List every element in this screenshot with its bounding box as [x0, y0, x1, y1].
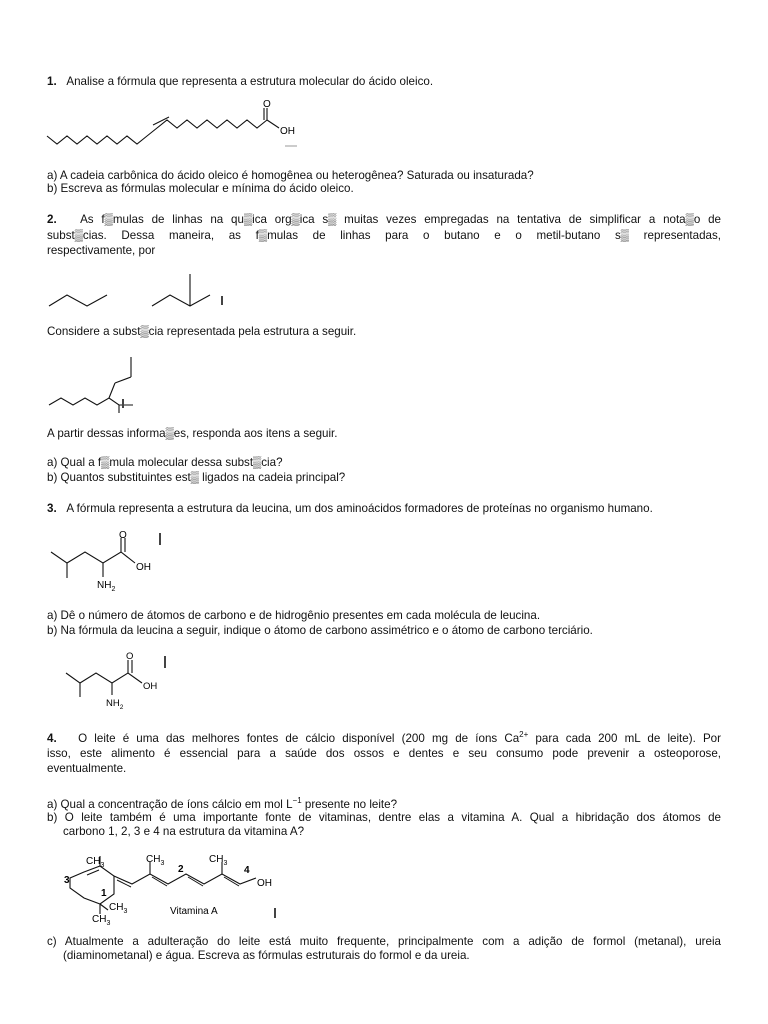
- vit-oh: OH: [257, 878, 272, 889]
- q2-consider: Considere a subst▒cia representada pela estrutura a seguir.: [47, 325, 357, 338]
- q1-text: Analise a fórmula que representa a estrutura molecular do ácido oleico.: [66, 75, 434, 88]
- vit-ch3-chain-1: $CH_3$: [146, 854, 165, 867]
- scan-mark: [164, 656, 166, 668]
- butane-structure: [47, 288, 117, 310]
- vit-ch3-ring-bottom: $CH_3$: [92, 914, 111, 927]
- leucine-structure-1: [47, 530, 167, 600]
- vit-carbon-3: 3: [64, 875, 70, 886]
- vit-carbon-1: 1: [101, 888, 107, 899]
- leucine1-oh: OH: [136, 562, 151, 573]
- q3-text: A fórmula representa a estrutura da leucina, um dos aminoácidos formadores de proteínas no organismo humano.: [66, 502, 653, 515]
- oleic-oxygen-label: O: [263, 99, 271, 110]
- q2-line-2: subst▒cias. Dessa maneira, as f▒mulas de linhas para o butano e o metil-butano s▒ representadas,: [47, 229, 721, 242]
- q2-item-a: a) Qual a f▒mula molecular dessa subst▒cia?: [47, 456, 283, 469]
- q4-item-c-line-2: (diaminometanal) e água. Escreva as fórmulas estruturais do formol e da ureia.: [63, 949, 470, 962]
- leucine1-nh2: $NH_2$: [97, 580, 116, 593]
- vit-ch3-ring-top: $CH_3$: [86, 856, 105, 869]
- q4-number: 4.: [47, 731, 57, 745]
- q4-text-1b: para cada 200 mL de leite). Por: [528, 731, 721, 745]
- leucine2-nh2: $NH_2$: [106, 698, 124, 711]
- vit-carbon-2: 2: [178, 864, 184, 875]
- leucine2-oh: OH: [143, 681, 158, 692]
- scan-mark: [221, 296, 223, 305]
- vit-name-label: Vitamina A: [170, 906, 218, 917]
- vit-ch3-ring-right: $CH_3$: [109, 902, 128, 915]
- scan-mark: [274, 908, 276, 918]
- q3-number: 3.: [47, 502, 57, 515]
- q1-item-b: b) Escreva as fórmulas molecular e mínima do ácido oleico.: [47, 182, 354, 195]
- q3-item-b: b) Na fórmula da leucina a seguir, indique o átomo de carbono assimétrico e o átomo de carbono terciário.: [47, 624, 593, 637]
- leucine2-oxygen: O: [126, 651, 134, 662]
- q4-a-tail: presente no leite?: [301, 797, 398, 811]
- vitamin-a-structure: [64, 850, 284, 925]
- q3-item-a: a) Dê o número de átomos de carbono e de hidrogênio presentes em cada molécula de leucina.: [47, 609, 541, 622]
- leucine-structure-2: [64, 653, 174, 713]
- q1-item-a: a) A cadeia carbônica do ácido oleico é homogênea ou heterogênea? Saturada ou insaturada?: [47, 169, 534, 182]
- q1-number: 1.: [47, 75, 57, 88]
- q2-number: 2.: [47, 213, 57, 226]
- methylbutane-structure: [150, 272, 240, 312]
- vit-ch3-chain-2: $CH_3$: [209, 854, 228, 867]
- q2-line-1: [47, 213, 721, 227]
- q2-from: A partir dessas informa▒es, responda aos itens a seguir.: [47, 427, 338, 440]
- oleic-acid-structure: [45, 98, 315, 158]
- q2-item-b: b) Quantos substituintes est▒ ligados na cadeia principal?: [47, 471, 346, 484]
- oleic-oh-label: OH: [280, 126, 295, 137]
- leucine1-oxygen: O: [119, 530, 127, 541]
- scan-mark: [122, 399, 124, 408]
- branched-alkane-structure: [47, 355, 147, 415]
- q2-text-1: As f▒mulas de linhas na qu▒ica org▒ica s▒ muitas vezes empregadas na tentativa de simplificar a nota▒o de: [80, 213, 721, 226]
- q4-line-3: eventualmente.: [47, 762, 127, 775]
- q3-statement: [47, 502, 653, 516]
- q4-item-c-line-1: c) Atualmente a adulteração do leite está muito frequente, principalmente com a adição de formol (metanal), ureia: [47, 935, 721, 948]
- scan-mark: [159, 533, 161, 545]
- q4-text-1a: O leite é uma das melhores fontes de cálcio disponível (200 mg de íons Ca: [78, 731, 520, 745]
- q4-ca-charge: 2+: [519, 730, 529, 739]
- q2-line-3: respectivamente, por: [47, 244, 156, 257]
- q4-line-2: isso, este alimento é essencial para a saúde dos ossos e dentes e seu consumo pode prevenir a osteoporose,: [47, 747, 721, 760]
- q4-a-text: a) Qual a concentração de íons cálcio em mol L: [47, 797, 293, 811]
- q4-item-a: [47, 794, 397, 812]
- q4-line-1: [47, 728, 721, 746]
- vit-carbon-4: 4: [244, 865, 250, 876]
- q4-item-b-line-1: b) O leite também é uma importante fonte de vitaminas, dentre elas a vitamina A. Qual a hibridação dos átomos de: [47, 811, 721, 824]
- q4-item-b-line-2: carbono 1, 2, 3 e 4 na estrutura da vitamina A?: [63, 825, 305, 838]
- q1-statement: [47, 75, 433, 89]
- q4-a-exponent: −1: [292, 796, 302, 805]
